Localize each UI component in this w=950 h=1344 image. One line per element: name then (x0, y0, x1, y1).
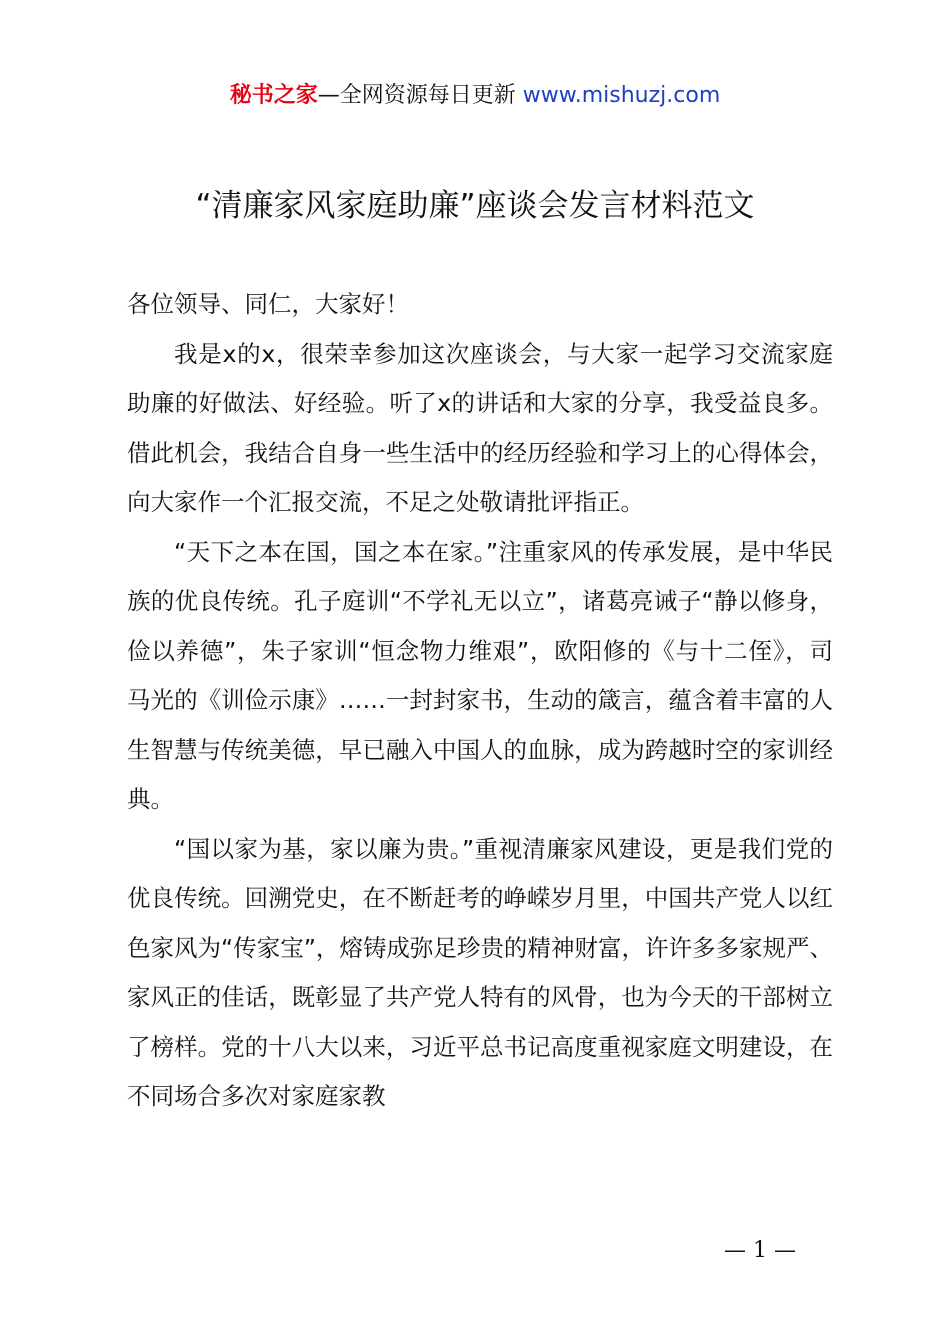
paragraph-1: 我是x的x，很荣幸参加这次座谈会，与大家一起学习交流家庭助廉的好做法、好经验。听了x的讲话和大家的分享，我受益良多。借此机会，我结合自身一些生活中的经历经验和学习上的心得体会，向大家作一个汇报交流，不足之处敬请批评指正。 (127, 339, 833, 516)
greeting: 各位领导、同仁，大家好！ (127, 290, 409, 318)
site-slogan: —全网资源每日更新 (317, 83, 523, 108)
document-body (127, 280, 833, 1122)
site-url-link[interactable]: www.mishuzj.com (522, 83, 721, 108)
page-number: — 1 — (724, 1238, 796, 1263)
site-brand: 秘书之家 (229, 83, 318, 108)
paragraph-3: “国以家为基，家以廉为贵。”重视清廉家风建设，更是我们党的优良传统。回溯党史，在不断赶考的峥嵘岁月里，中国共产党人以红色家风为“传家宝”，熔铸成弥足珍贵的精神财富，许许多多家规严、家风正的佳话，既彰显了共产党人特有的风骨，也为今天的干部树立了榜样。党的十八大以来，习近平总书记高度重视家庭文明建设，在不同场合多次对家庭家教 (127, 834, 833, 1110)
site-header (0, 80, 950, 112)
document-title: “清廉家风家庭助廉”座谈会发言材料范文 (195, 188, 755, 224)
paragraph-2: “天下之本在国，国之本在家。”注重家风的传承发展，是中华民族的优良传统。孔子庭训“不学礼无以立”，诸葛亮诫子“静以修身，俭以养德”，朱子家训“恒念物力维艰”，欧阳修的《与十二侄》，司马光的《训俭示康》……一封封家书，生动的箴言，蕴含着丰富的人生智慧与传统美德，早已融入中国人的血脉，成为跨越时空的家训经典。 (127, 537, 833, 813)
